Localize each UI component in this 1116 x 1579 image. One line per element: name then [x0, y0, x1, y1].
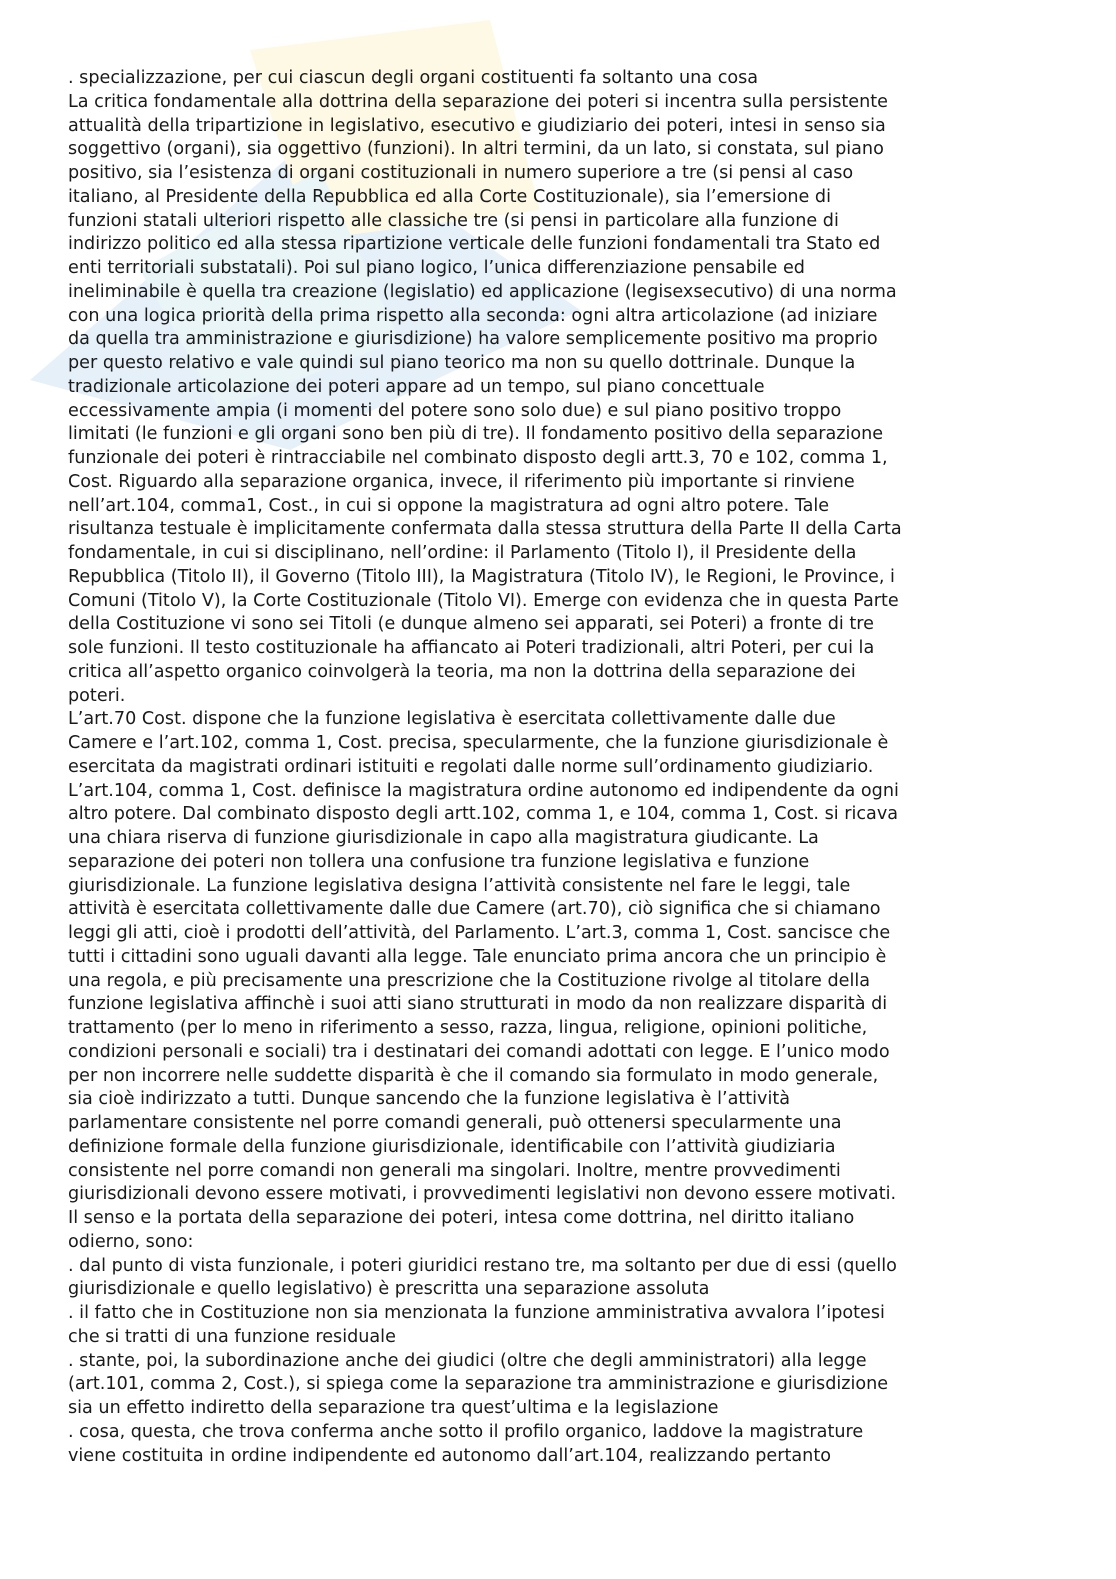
text-line: parlamentare consistente nel porre comandi generali, può ottenersi specularmente una — [68, 1113, 842, 1133]
text-line: una regola, e più precisamente una prescrizione che la Costituzione rivolge al titolare della — [68, 970, 871, 991]
text-line: indirizzo politico ed alla stessa ripartizione verticale delle funzioni fondamentali tra Stato ed — [68, 234, 881, 255]
text-line: nell’art.104, comma1, Cost., in cui si oppone la magistratura ad ogni altro potere. Tale — [68, 495, 830, 516]
text-line: sia cioè indirizzato a tutti. Dunque sancendo che la funzione legislativa è l’attività — [68, 1089, 791, 1110]
text-line: giurisdizionali devono essere motivati, i provvedimenti legislativi non devono essere motivati. — [68, 1184, 897, 1205]
text-line: che si tratti di una funzione residuale — [68, 1326, 396, 1347]
text-line: L’art.104, comma 1, Cost. definisce la magistratura ordine autonomo ed indipendente da ogni — [68, 780, 899, 801]
text-line: odierno, sono: — [68, 1231, 194, 1252]
text-line: consistente nel porre comandi non generali ma singolari. Inoltre, mentre provvedimenti — [68, 1160, 841, 1181]
text-line: limitati (le funzioni e gli organi sono ben più di tre). Il fondamento positivo della separazione — [68, 424, 884, 445]
text-line: separazione dei poteri non tollera una confusione tra funzione legislativa e funzione — [68, 851, 810, 872]
text-line: funzionale dei poteri è rintracciabile nel combinato disposto degli artt.3, 70 e 102, comma 1, — [68, 448, 888, 468]
text-line: Cost. Riguardo alla separazione organica, invece, il riferimento più importante si rinviene — [68, 471, 855, 492]
text-line: italiano, al Presidente della Repubblica ed alla Corte Costituzionale), sia l’emersione di — [68, 186, 831, 207]
text-line: positivo, sia l’esistenza di organi costituzionali in numero superiore a tre (si pensi al caso — [68, 163, 854, 183]
text-line: viene costituita in ordine indipendente ed autonomo dall’art.104, realizzando pertanto — [68, 1445, 831, 1466]
text-line: critica all’aspetto organico coinvolgerà la teoria, ma non la dottrina della separazione dei — [68, 661, 856, 682]
text-line: ineliminabile è quella tra creazione (legislatio) ed applicazione (legisexsecutivo) di una norma — [68, 281, 897, 302]
text-line: con una logica priorità della prima rispetto alla seconda: ogni altra articolazione (ad iniziare — [68, 305, 878, 326]
text-line: soggettivo (organi), sia oggettivo (funzioni). In altri termini, da un lato, si constata, sul piano — [68, 139, 884, 160]
text-line: . stante, poi, la subordinazione anche dei giudici (oltre che degli amministratori) alla legge — [68, 1350, 867, 1371]
text-line: altro potere. Dal combinato disposto degli artt.102, comma 1, e 104, comma 1, Cost. si ricava — [68, 804, 899, 825]
text-line: L’art.70 Cost. dispone che la funzione legislativa è esercitata collettivamente dalle due — [68, 709, 836, 730]
text-line: da quella tra amministrazione e giurisdizione) ha valore semplicemente positivo ma proprio — [68, 329, 878, 350]
text-line: Il senso e la portata della separazione dei poteri, intesa come dottrina, nel diritto italiano — [68, 1208, 855, 1228]
text-line: della Costituzione vi sono sei Titoli (e dunque almeno sei apparati, sei Poteri) a fronte di tre — [68, 614, 874, 635]
text-line: (art.101, comma 2, Cost.), si spiega come la separazione tra amministrazione e giurisdizione — [68, 1374, 889, 1395]
text-line: leggi gli atti, cioè i prodotti dell’attività, del Parlamento. L’art.3, comma 1, Cost. sancisce che — [68, 923, 891, 943]
text-line: poteri. — [68, 685, 126, 706]
text-line: . specializzazione, per cui ciascun degli organi costituenti fa soltanto una cosa — [68, 68, 759, 88]
text-line: . cosa, questa, che trova conferma anche sotto il profilo organico, laddove la magistrature — [68, 1421, 864, 1442]
text-line: eccessivamente ampia (i momenti del potere sono solo due) e sul piano positivo troppo — [68, 400, 842, 421]
text-line: Comuni (Titolo V), la Corte Costituzionale (Titolo VI). Emerge con evidenza che in questa Parte — [68, 590, 899, 611]
text-line: attività è esercitata collettivamente dalle due Camere (art.70), ciò significa che si chiamano — [68, 899, 881, 920]
text-line: trattamento (per lo meno in riferimento a sesso, razza, lingua, religione, opinioni politiche, — [68, 1018, 868, 1038]
text-line: esercitata da magistrati ordinari istituiti e regolati dalle norme sull’ordinamento giudiziario. — [68, 756, 874, 777]
text-line: Camere e l’art.102, comma 1, Cost. precisa, specularmente, che la funzione giurisdizionale è — [68, 733, 889, 753]
text-line: per non incorrere nelle suddette disparità è che il comando sia formulato in modo generale, — [68, 1065, 879, 1086]
text-line: fondamentale, in cui si disciplinano, nell’ordine: il Parlamento (Titolo I), il Presidente della — [68, 543, 857, 563]
text-line: definizione formale della funzione giurisdizionale, identificabile con l’attività giudiziaria — [68, 1136, 836, 1157]
text-line: funzioni statali ulteriori rispetto alle classiche tre (si pensi in particolare alla funzione di — [68, 210, 839, 231]
text-line: per questo relativo e vale quindi sul piano teorico ma non su quello dottrinale. Dunque la — [68, 353, 856, 373]
text-line: giurisdizionale e quello legislativo) è prescritta una separazione assoluta — [68, 1279, 710, 1300]
text-line: una chiara riserva di funzione giurisdizionale in capo alla magistratura giudicante. La — [68, 828, 819, 848]
text-line: Repubblica (Titolo II), il Governo (Titolo III), la Magistratura (Titolo IV), le Regioni, le Province, i — [68, 566, 895, 587]
document-body — [68, 67, 1048, 1468]
text-line: risultanza testuale è implicitamente confermata dalla stessa struttura della Parte II della Carta — [68, 519, 902, 540]
text-line: sole funzioni. Il testo costituzionale ha affiancato ai Poteri tradizionali, altri Poteri, per cui la — [68, 638, 875, 658]
text-line: . il fatto che in Costituzione non sia menzionata la funzione amministrativa avvalora l’ipotesi — [68, 1303, 885, 1323]
text-line: tradizionale articolazione dei poteri appare ad un tempo, sul piano concettuale — [68, 376, 765, 397]
text-line: La critica fondamentale alla dottrina della separazione dei poteri si incentra sulla persistente — [68, 91, 889, 112]
text-line: condizioni personali e sociali) tra i destinatari dei comandi adottati con legge. E l’unico modo — [68, 1041, 890, 1062]
text-line: funzione legislativa affinchè i suoi atti siano strutturati in modo da non realizzare disparità di — [68, 994, 888, 1015]
text-line: attualità della tripartizione in legislativo, esecutivo e giudiziario dei poteri, intesi in senso sia — [68, 115, 886, 136]
text-line: giurisdizionale. La funzione legislativa designa l’attività consistente nel fare le leggi, tale — [68, 875, 851, 896]
text-line: . dal punto di vista funzionale, i poteri giuridici restano tre, ma soltanto per due di essi (quello — [68, 1255, 897, 1276]
text-line: sia un effetto indiretto della separazione tra quest’ultima e la legislazione — [68, 1398, 719, 1418]
text-line: tutti i cittadini sono uguali davanti alla legge. Tale enunciato prima ancora che un principio è — [68, 946, 887, 967]
text-line: enti territoriali substatali). Poi sul piano logico, l’unica differenziazione pensabile ed — [68, 258, 805, 278]
